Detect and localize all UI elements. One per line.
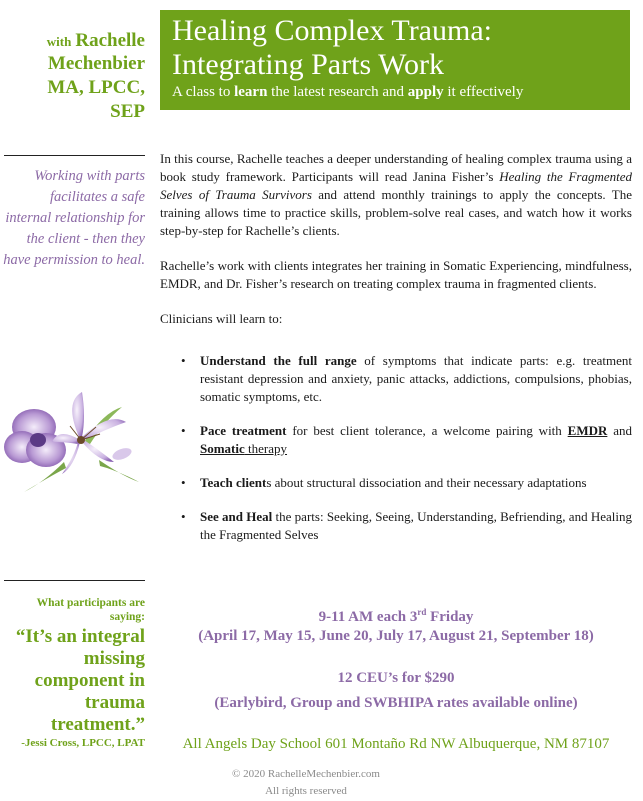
schedule-dates: (April 17, May 15, June 20, July 17, August 21, September 18) [198, 628, 594, 644]
list-item-text: for best client tolerance, a welcome pairing with [286, 423, 568, 438]
list-item [181, 508, 632, 544]
list-item-bold: See and Heal [200, 509, 273, 524]
page-subtitle [172, 83, 523, 101]
bullet-icon: • [181, 509, 186, 524]
list-item-text: and [607, 423, 633, 438]
rights-reserved: All rights reserved [265, 785, 347, 797]
list-item [181, 422, 633, 458]
quote-divider [4, 155, 145, 156]
list-item-text: therapy [244, 441, 288, 456]
title-banner [160, 10, 630, 110]
bullet-icon: • [181, 475, 186, 490]
subtitle-text: the latest research and [267, 84, 408, 100]
subtitle-text: it effectively [443, 84, 524, 100]
integration-paragraph: Rachelle’s work with clients integrates her training in Somatic Experiencing, mindfulness, EMDR, and Dr. Fisher’s research on treating complex trauma in fragmented clients. [160, 258, 632, 291]
learn-intro: Clinicians will learn to: [160, 311, 283, 326]
learning-list [160, 352, 632, 544]
page-title-line2: Integrating Parts Work [172, 48, 444, 81]
bullet-icon: • [181, 353, 186, 368]
emdr-link[interactable]: EMDR [567, 423, 608, 438]
somatic-link[interactable]: Somatic [200, 441, 245, 456]
list-item-bold: Pace treatment [200, 423, 287, 438]
testimonial-quote: “It’s an integral missing component in trauma treatment.” [15, 626, 145, 735]
list-item-bold: Teach client [200, 475, 267, 490]
subtitle-learn: learn [234, 84, 268, 100]
intro-text: and attend monthly trainings to apply the concepts. The training allows time to practice skills, problem-solve real cases, and watch how it works step-by-step for Rachelle’s clients. [160, 187, 632, 238]
presenter-last-name: Mechenbier [47, 53, 145, 74]
venue-address: All Angels Day School 601 Montaño Rd NW Albuquerque, NM 87107 [182, 736, 610, 752]
schedule-time-sup: rd [417, 607, 427, 617]
list-item-text: s about structural dissociation and their necessary adaptations [266, 475, 587, 490]
testimonial-block [2, 596, 145, 750]
lily-flower-image [4, 382, 144, 497]
schedule-time-text: Friday [426, 609, 474, 625]
participants-divider [4, 580, 145, 581]
page-title-line1: Healing Complex Trauma: [172, 14, 492, 47]
presenter-credentials: MA, LPCC, SEP [47, 77, 145, 122]
list-item-bold: Understand the full range [200, 353, 357, 368]
list-item [181, 352, 632, 406]
ceu-price: 12 CEU’s for $290 [337, 670, 455, 686]
subtitle-text: A class to [172, 84, 235, 100]
presenter-with: with [46, 34, 72, 49]
testimonial-attribution: -Jessi Cross, LPCC, LPAT [21, 737, 145, 749]
intro-paragraph [160, 150, 632, 240]
rates-note: (Earlybird, Group and SWBHIPA rates available online) [214, 695, 578, 711]
course-description [160, 150, 632, 560]
subtitle-apply: apply [407, 84, 444, 100]
book-title: Healing the Fragmented Selves of Trauma Survivors [160, 169, 633, 202]
schedule-time [160, 603, 632, 626]
presenter-block [10, 30, 145, 124]
list-item [181, 474, 632, 492]
list-item-text: the parts: Seeking, Seeing, Understanding, Befriending, and Healing the Fragmented Selves [200, 509, 632, 542]
testimonial-header: What participants are saying: [36, 597, 145, 623]
bullet-icon: • [181, 423, 186, 438]
copyright: © 2020 RachelleMechenbier.com [232, 768, 380, 780]
schedule-time-text: 9-11 AM each 3 [318, 609, 418, 625]
list-item-text: of symptoms that indicate parts: e.g. treatment resistant depression and anxiety, panic attacks, addictions, compulsions, phobias, somatic symptoms, etc. [200, 353, 632, 404]
side-quote: Working with parts facilitates a safe internal relationship for the client - then they have permission to heal. [3, 168, 145, 268]
intro-text: In this course, Rachelle teaches a deeper understanding of healing complex trauma using a book study framework. Participants will read Janina Fisher’s [160, 151, 632, 184]
presenter-first-name: Rachelle [75, 30, 145, 51]
